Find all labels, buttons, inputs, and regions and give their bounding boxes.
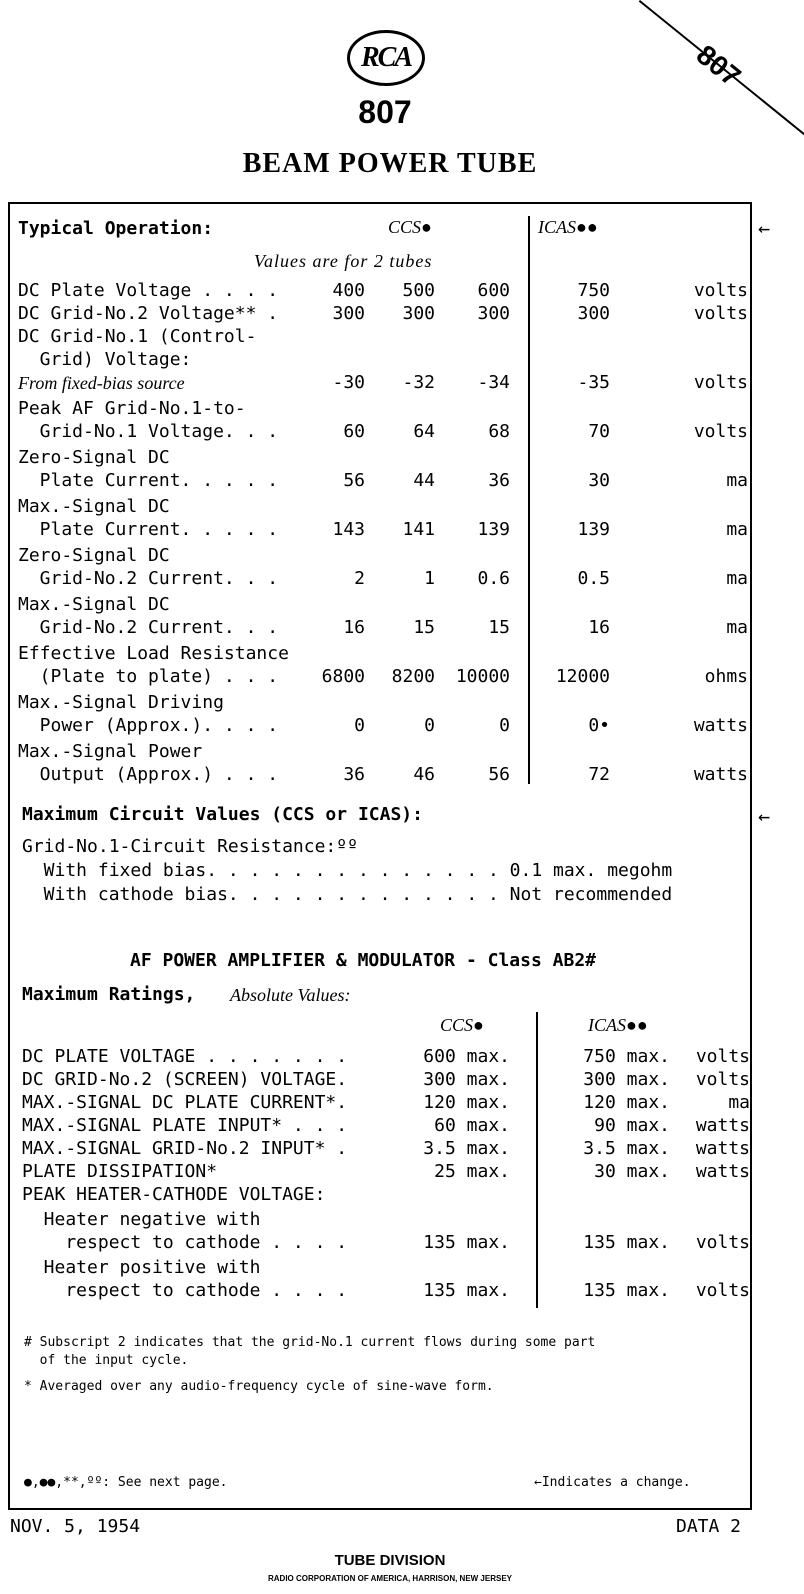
rating-ccs-value: 135 max.	[423, 1232, 510, 1253]
rca-logo: RCA	[347, 30, 425, 86]
ccs-value: 68	[488, 421, 510, 442]
rating-label: respect to cathode . . . .	[22, 1232, 348, 1253]
ccs-value: 139	[477, 519, 510, 540]
rating-icas-value: 750 max.	[583, 1046, 670, 1067]
column-divider-bottom	[536, 1012, 538, 1308]
section-title: AF POWER AMPLIFIER & MODULATOR - Class AB2#	[130, 950, 596, 971]
rating-unit: volts	[695, 1280, 750, 1301]
icas-value: 139	[577, 519, 610, 540]
typical-row-label: Power (Approx.). . . .	[18, 715, 279, 736]
rating-label: MAX.-SIGNAL PLATE INPUT* . . .	[22, 1115, 348, 1136]
ccs-value: -30	[332, 372, 365, 393]
typical-row-label: Grid-No.1 Voltage. . .	[18, 421, 279, 442]
note-subscript-cont: of the input cycle.	[24, 1353, 189, 1368]
circuit-values-label: Maximum Circuit Values (CCS or ICAS):	[22, 804, 423, 825]
typical-row-label: Output (Approx.) . . .	[18, 764, 279, 785]
rating-unit: ma	[728, 1092, 750, 1113]
icas-value: -35	[577, 372, 610, 393]
typical-row-label: Plate Current. . . . .	[18, 519, 279, 540]
typical-operation-label: Typical Operation:	[18, 218, 214, 239]
ratings-icas-header: ICAS●●	[588, 1015, 648, 1035]
unit-label: volts	[693, 303, 748, 324]
ccs-value: 15	[488, 617, 510, 638]
typical-row-label: (Plate to plate) . . .	[18, 666, 279, 687]
rating-unit: watts	[695, 1115, 750, 1136]
ccs-header: CCS●	[388, 217, 432, 237]
ccs-value: 500	[402, 280, 435, 301]
typical-row-label: Max.-Signal Driving	[18, 692, 224, 713]
typical-row-label: Max.-Signal DC	[18, 496, 170, 517]
column-divider-top	[528, 216, 530, 784]
unit-label: watts	[693, 715, 748, 736]
rating-unit: watts	[695, 1138, 750, 1159]
typical-row-label: DC Grid-No.2 Voltage** .	[18, 303, 279, 324]
rating-unit: volts	[695, 1232, 750, 1253]
typical-row-label: From fixed-bias source	[18, 373, 185, 393]
ccs-value: 15	[413, 617, 435, 638]
ratings-ccs-header: CCS●	[440, 1015, 484, 1035]
ccs-value: 16	[343, 617, 365, 638]
note-averaged: * Averaged over any audio-frequency cycle of sine-wave form.	[24, 1379, 494, 1394]
ccs-value: -34	[477, 372, 510, 393]
ccs-value: 300	[332, 303, 365, 324]
icas-value: 0.5	[577, 568, 610, 589]
ccs-value: 10000	[455, 666, 510, 687]
rating-icas-value: 3.5 max.	[583, 1138, 670, 1159]
rating-label: MAX.-SIGNAL DC PLATE CURRENT*.	[22, 1092, 348, 1113]
ccs-value: 400	[332, 280, 365, 301]
unit-label: ma	[726, 519, 748, 540]
note-subscript: # Subscript 2 indicates that the grid-No.1 current flows during some part	[24, 1335, 596, 1350]
rating-ccs-value: 135 max.	[423, 1280, 510, 1301]
circuit-cathode-bias: With cathode bias. . . . . . . . . . . . . Not recommended	[22, 884, 673, 905]
rating-label: DC PLATE VOLTAGE . . . . . . .	[22, 1046, 348, 1067]
icas-value: 750	[577, 280, 610, 301]
ccs-value: 6800	[321, 666, 365, 687]
ccs-value: 56	[488, 764, 510, 785]
ccs-value: 0	[424, 715, 435, 736]
ccs-value: 36	[488, 470, 510, 491]
ccs-value: 300	[477, 303, 510, 324]
typical-row-label: Max.-Signal DC	[18, 594, 170, 615]
rating-label: MAX.-SIGNAL GRID-No.2 INPUT* .	[22, 1138, 348, 1159]
icas-value: 300	[577, 303, 610, 324]
values-note: Values are for 2 tubes	[254, 251, 433, 271]
page-title: BEAM POWER TUBE	[242, 148, 538, 179]
typical-row-label: Zero-Signal DC	[18, 447, 170, 468]
footer-division: TUBE DIVISION	[334, 1552, 446, 1569]
change-arrow-icon: ←	[758, 216, 771, 240]
ccs-value: 56	[343, 470, 365, 491]
typical-row-label: Grid-No.2 Current. . .	[18, 617, 279, 638]
rating-ccs-value: 3.5 max.	[423, 1138, 510, 1159]
tube-number: 807	[358, 94, 412, 130]
typical-row-label: Zero-Signal DC	[18, 545, 170, 566]
icas-header: ICAS●●	[538, 217, 598, 237]
rating-icas-value: 300 max.	[583, 1069, 670, 1090]
ccs-value: 0	[354, 715, 365, 736]
rating-icas-value: 90 max.	[594, 1115, 670, 1136]
icas-value: 0•	[588, 715, 610, 736]
unit-label: ma	[726, 617, 748, 638]
footer-company: RADIO CORPORATION OF AMERICA, HARRISON, NEW JERSEY	[267, 1574, 512, 1583]
rating-icas-value: 30 max.	[594, 1161, 670, 1182]
ccs-value: 44	[413, 470, 435, 491]
change-legend: ←Indicates a change.	[534, 1475, 691, 1490]
rating-ccs-value: 600 max.	[423, 1046, 510, 1067]
ccs-value: 143	[332, 519, 365, 540]
unit-label: watts	[693, 764, 748, 785]
unit-label: volts	[693, 372, 748, 393]
ccs-value: 60	[343, 421, 365, 442]
icas-value: 72	[588, 764, 610, 785]
rating-label: PEAK HEATER-CATHODE VOLTAGE:	[22, 1184, 326, 1205]
ccs-value: 0	[499, 715, 510, 736]
icas-value: 30	[588, 470, 610, 491]
ccs-value: 46	[413, 764, 435, 785]
ccs-value: 64	[413, 421, 435, 442]
unit-label: ohms	[704, 666, 748, 687]
typical-row-label: Plate Current. . . . .	[18, 470, 279, 491]
typical-row-label: DC Grid-No.1 (Control-	[18, 326, 257, 347]
typical-row-label: Grid) Voltage:	[18, 349, 192, 370]
rating-label: respect to cathode . . . .	[22, 1280, 348, 1301]
rating-label: Heater positive with	[22, 1257, 261, 1278]
corner-tube-number: 807	[690, 38, 747, 93]
typical-row-label: Peak AF Grid-No.1-to-	[18, 398, 246, 419]
rating-label: DC GRID-No.2 (SCREEN) VOLTAGE.	[22, 1069, 348, 1090]
unit-label: ma	[726, 568, 748, 589]
ccs-value: -32	[402, 372, 435, 393]
ccs-value: 1	[424, 568, 435, 589]
typical-row-label: Effective Load Resistance	[18, 643, 289, 664]
rating-label: PLATE DISSIPATION*	[22, 1161, 218, 1182]
ccs-value: 0.6	[477, 568, 510, 589]
ccs-value: 600	[477, 280, 510, 301]
rating-ccs-value: 60 max.	[434, 1115, 510, 1136]
ccs-value: 300	[402, 303, 435, 324]
unit-label: volts	[693, 280, 748, 301]
ratings-label: Maximum Ratings,	[22, 984, 196, 1005]
icas-value: 70	[588, 421, 610, 442]
ccs-value: 36	[343, 764, 365, 785]
typical-row-label: Grid-No.2 Current. . .	[18, 568, 279, 589]
change-arrow-icon: ←	[758, 804, 771, 828]
icas-value: 12000	[555, 666, 610, 687]
rating-ccs-value: 300 max.	[423, 1069, 510, 1090]
unit-label: volts	[693, 421, 748, 442]
unit-label: ma	[726, 470, 748, 491]
footer-data-page: DATA 2	[676, 1516, 742, 1537]
circuit-resistance-label: Grid-No.1-Circuit Resistance:ºº	[22, 836, 358, 857]
see-next-page: ●,●●,**,ºº: See next page.	[24, 1475, 228, 1490]
ccs-value: 2	[354, 568, 365, 589]
rating-ccs-value: 25 max.	[434, 1161, 510, 1182]
ccs-value: 141	[402, 519, 435, 540]
typical-row-label: DC Plate Voltage . . . .	[18, 280, 279, 301]
rating-unit: watts	[695, 1161, 750, 1182]
rating-icas-value: 135 max.	[583, 1232, 670, 1253]
rating-ccs-value: 120 max.	[423, 1092, 510, 1113]
icas-value: 16	[588, 617, 610, 638]
rating-icas-value: 135 max.	[583, 1280, 670, 1301]
footer-date: NOV. 5, 1954	[10, 1516, 141, 1537]
rating-unit: volts	[695, 1069, 750, 1090]
rating-unit: volts	[695, 1046, 750, 1067]
rating-label: Heater negative with	[22, 1209, 261, 1230]
typical-row-label: Max.-Signal Power	[18, 741, 203, 762]
circuit-fixed-bias: With fixed bias. . . . . . . . . . . . . . 0.1 max. megohm	[22, 860, 673, 881]
ratings-label-italic: Absolute Values:	[230, 985, 351, 1005]
rating-icas-value: 120 max.	[583, 1092, 670, 1113]
ccs-value: 8200	[391, 666, 435, 687]
